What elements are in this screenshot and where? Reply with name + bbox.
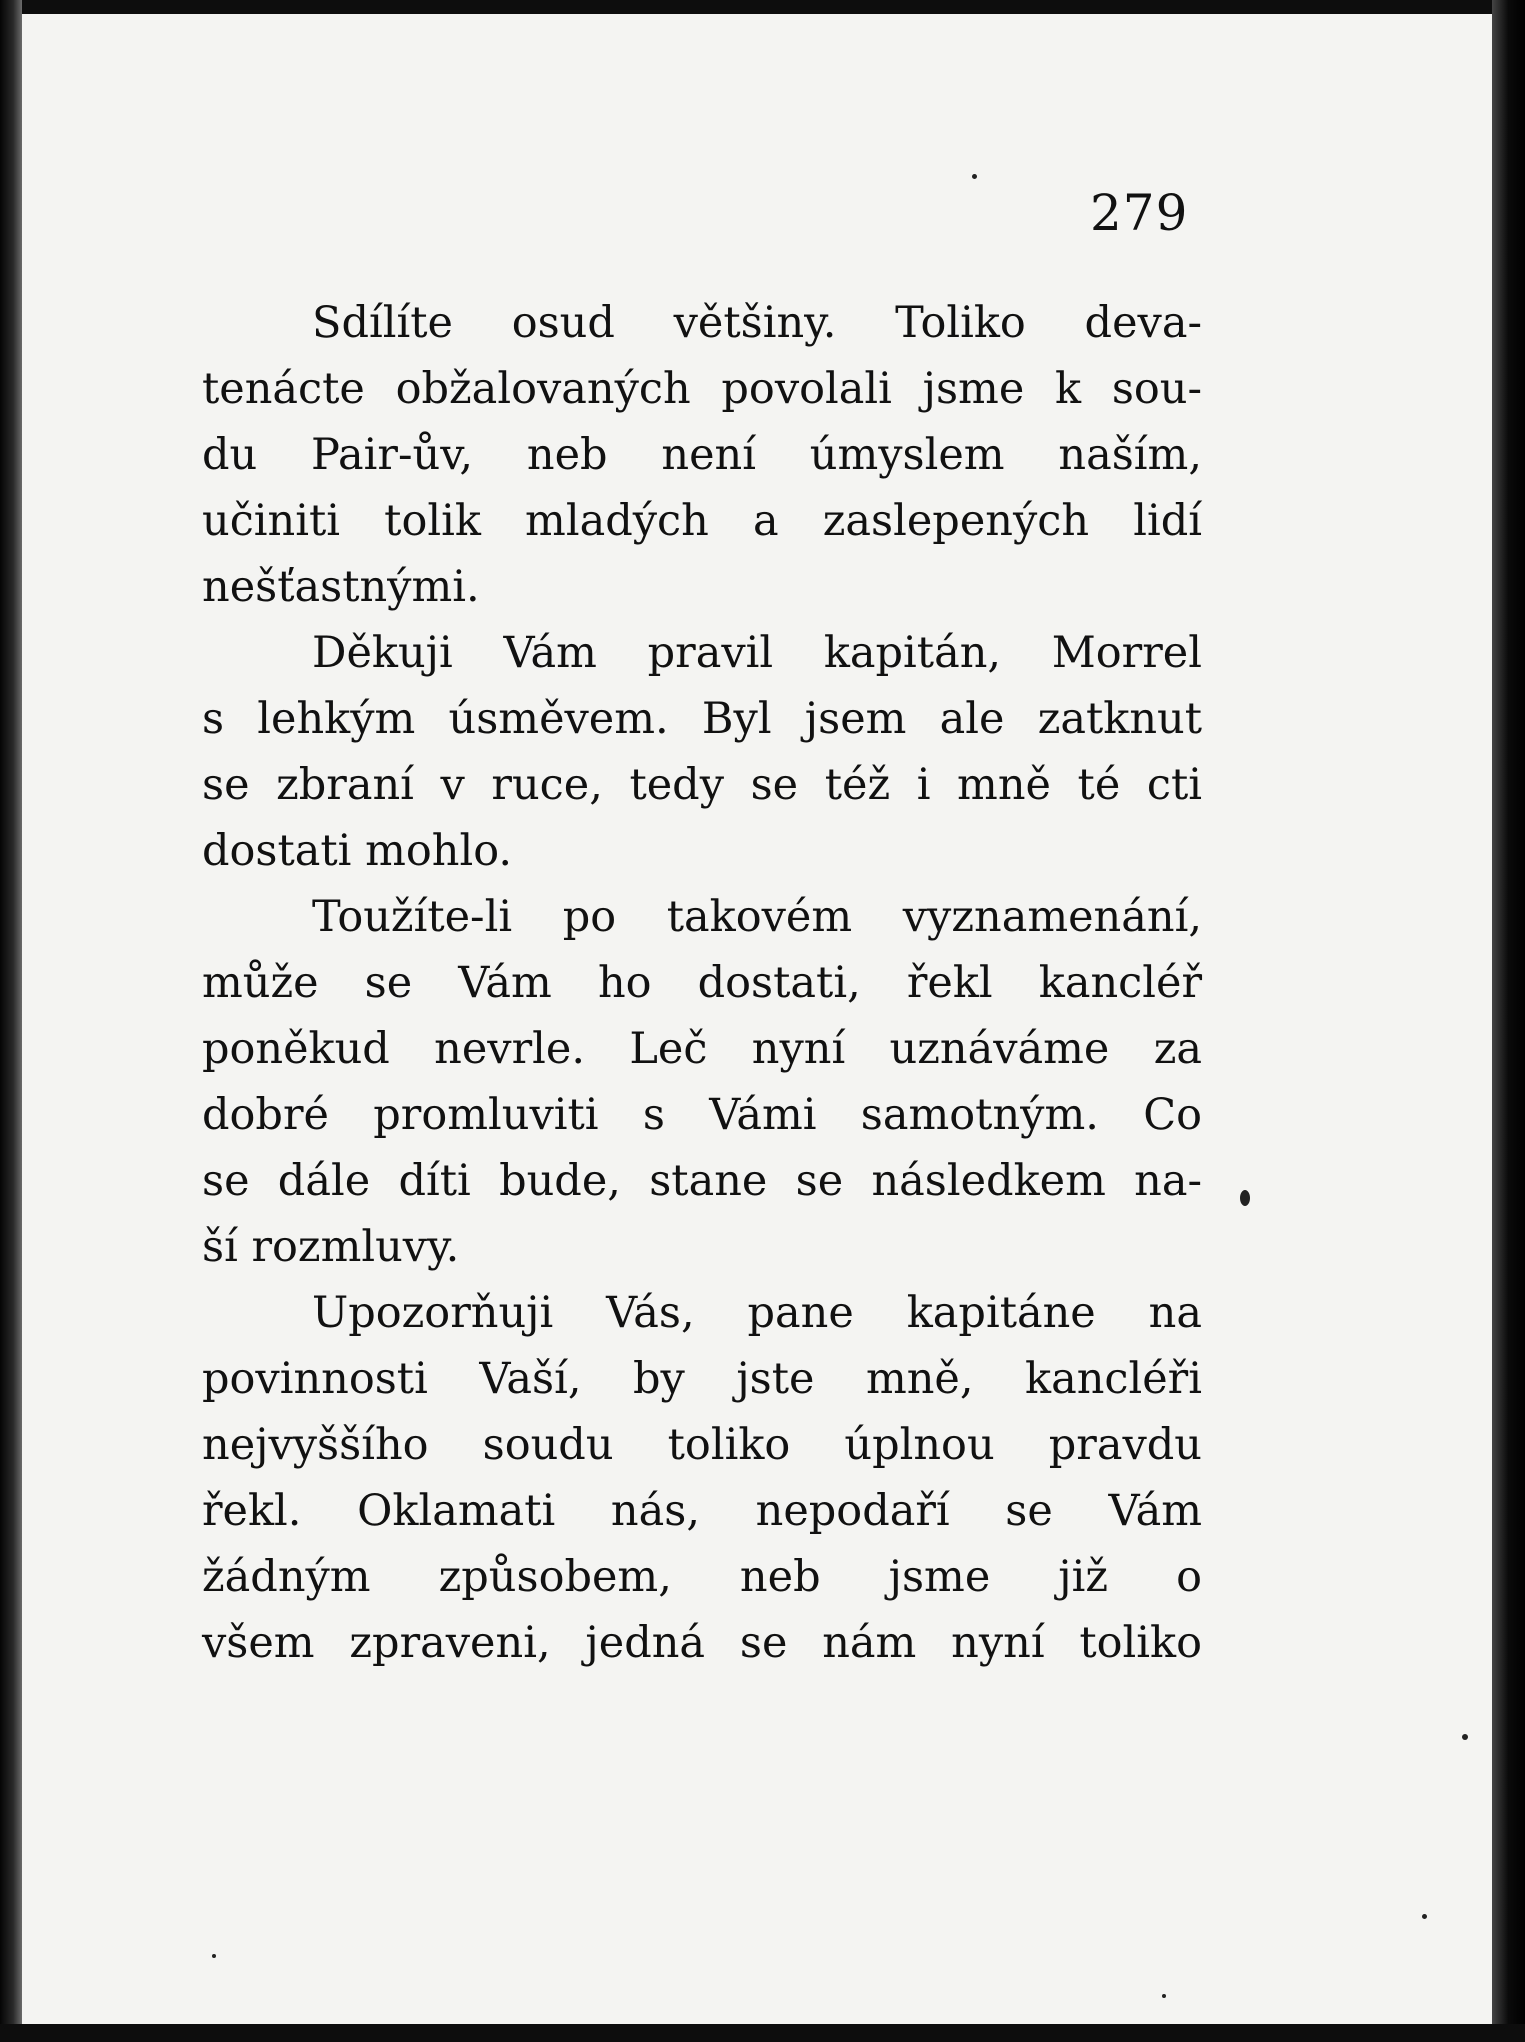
text-line: du Pair-ův, neb není úmyslem naším, — [202, 430, 1202, 480]
scan-left-border — [0, 0, 22, 2042]
page-number: 279 — [1090, 184, 1189, 242]
book-page — [22, 14, 1492, 2024]
text-line: poněkud nevrle. Leč nyní uznáváme za — [202, 1024, 1202, 1074]
scan-right-border — [1492, 0, 1525, 2042]
ink-speck — [1240, 1190, 1250, 1206]
text-line: nešťastnými. — [202, 562, 480, 612]
ink-speck — [1162, 1994, 1166, 1998]
text-line: Děkuji Vám pravil kapitán, Morrel — [312, 628, 1202, 678]
text-line: učiniti tolik mladých a zaslepených lidí — [202, 496, 1202, 546]
text-line: řekl. Oklamati nás, nepodaří se Vám — [202, 1486, 1202, 1536]
scan-top-border — [0, 0, 1525, 14]
text-line: povinnosti Vaší, by jste mně, kancléři — [202, 1354, 1202, 1404]
ink-speck — [212, 1954, 216, 1958]
text-line: dobré promluviti s Vámi samotným. Co — [202, 1090, 1202, 1140]
text-line: Toužíte-li po takovém vyznamenání, — [312, 892, 1202, 942]
text-line: tenácte obžalovaných povolali jsme k sou- — [202, 364, 1202, 414]
scan-bottom-border — [0, 2024, 1525, 2042]
text-line: Sdílíte osud většiny. Toliko deva- — [312, 298, 1202, 348]
text-line: může se Vám ho dostati, řekl kancléř — [202, 958, 1202, 1008]
ink-speck — [1422, 1914, 1427, 1919]
text-line: Upozorňuji Vás, pane kapitáne na — [312, 1288, 1202, 1338]
text-line: s lehkým úsměvem. Byl jsem ale zatknut — [202, 694, 1202, 744]
text-line: žádným způsobem, neb jsme již o — [202, 1552, 1202, 1602]
text-line: nejvyššího soudu toliko úplnou pravdu — [202, 1420, 1202, 1470]
ink-speck — [1462, 1734, 1468, 1740]
text-line: všem zpraveni, jedná se nám nyní toliko — [202, 1618, 1202, 1668]
text-line: ší rozmluvy. — [202, 1222, 460, 1272]
text-line: dostati mohlo. — [202, 826, 513, 876]
text-line: se dále díti bude, stane se následkem na- — [202, 1156, 1202, 1206]
text-line: se zbraní v ruce, tedy se též i mně té cti — [202, 760, 1202, 810]
ink-speck — [972, 174, 977, 179]
body-text — [202, 290, 1202, 1676]
